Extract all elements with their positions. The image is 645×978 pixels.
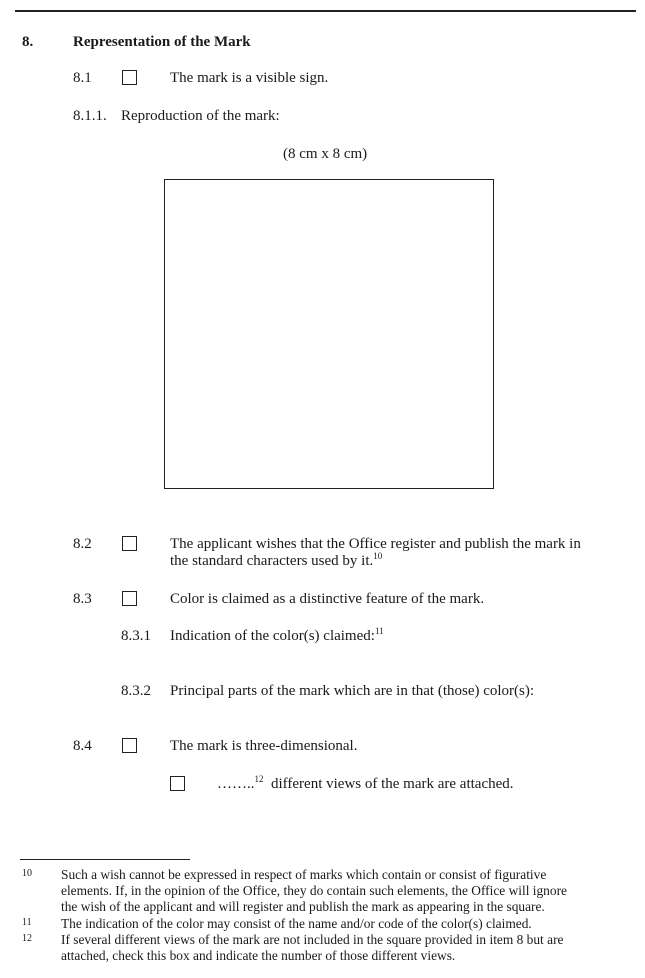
three-dimensional-label: The mark is three-dimensional. <box>170 738 358 754</box>
item-8-3-2-number: 8.3.2 <box>121 683 151 699</box>
item-8-3-1-number: 8.3.1 <box>121 628 151 644</box>
views-count-dots: …….. <box>217 776 255 792</box>
footnote-12-number: 12 <box>22 933 32 944</box>
item-8-2-number: 8.2 <box>73 536 92 552</box>
different-views-checkbox[interactable] <box>170 776 185 791</box>
footnote-separator <box>20 859 190 860</box>
footnote-10-line3: the wish of the applicant and will register and publish the mark as appearing in the square. <box>61 899 545 914</box>
mark-reproduction-box[interactable] <box>164 179 494 489</box>
section-number: 8. <box>22 34 34 50</box>
different-views-label <box>217 775 514 793</box>
color-claimed-checkbox[interactable] <box>122 591 137 606</box>
item-8-1-1-number: 8.1.1. <box>73 108 107 124</box>
item-8-4-number: 8.4 <box>73 738 92 754</box>
footnote-10-line1: Such a wish cannot be expressed in respect of marks which contain or consist of figurative <box>61 867 547 882</box>
footnote-10-line2: elements. If, in the opinion of the Office, they do contain such elements, the Office will ignore <box>61 883 567 898</box>
item-8-1-number: 8.1 <box>73 70 92 86</box>
footnote-11-number: 11 <box>22 917 32 928</box>
visible-sign-checkbox[interactable] <box>122 70 137 85</box>
principal-parts-label: Principal parts of the mark which are in that (those) color(s): <box>170 683 535 699</box>
section-title: Representation of the Mark <box>73 34 251 50</box>
footnote-ref-12: 12 <box>254 774 264 784</box>
top-rule <box>15 10 636 12</box>
footnote-12-line1: If several different views of the mark are not included in the square provided in item 8 but are <box>61 932 564 947</box>
visible-sign-label: The mark is a visible sign. <box>170 70 329 86</box>
color-indication-text: Indication of the color(s) claimed: <box>170 628 375 644</box>
three-dimensional-checkbox[interactable] <box>122 738 137 753</box>
reproduction-dimensions: (8 cm x 8 cm) <box>283 146 368 162</box>
footnote-ref-10: 10 <box>373 551 383 561</box>
color-indication-label <box>170 627 384 645</box>
views-text: different views of the mark are attached. <box>271 776 514 792</box>
footnote-ref-11: 11 <box>374 626 384 636</box>
standard-characters-label-line1: The applicant wishes that the Office register and publish the mark in <box>170 536 581 552</box>
reproduction-label: Reproduction of the mark: <box>121 108 280 124</box>
footnote-11-line1: The indication of the color may consist of the name and/or code of the color(s) claimed. <box>61 916 532 931</box>
color-claimed-label: Color is claimed as a distinctive feature of the mark. <box>170 591 485 607</box>
footnote-12-line2: attached, check this box and indicate the number of those different views. <box>61 948 456 963</box>
standard-characters-checkbox[interactable] <box>122 536 137 551</box>
item-8-3-number: 8.3 <box>73 591 92 607</box>
standard-characters-label-line2 <box>170 552 382 570</box>
standard-characters-text: the standard characters used by it. <box>170 553 374 569</box>
footnote-10-number: 10 <box>22 868 32 879</box>
